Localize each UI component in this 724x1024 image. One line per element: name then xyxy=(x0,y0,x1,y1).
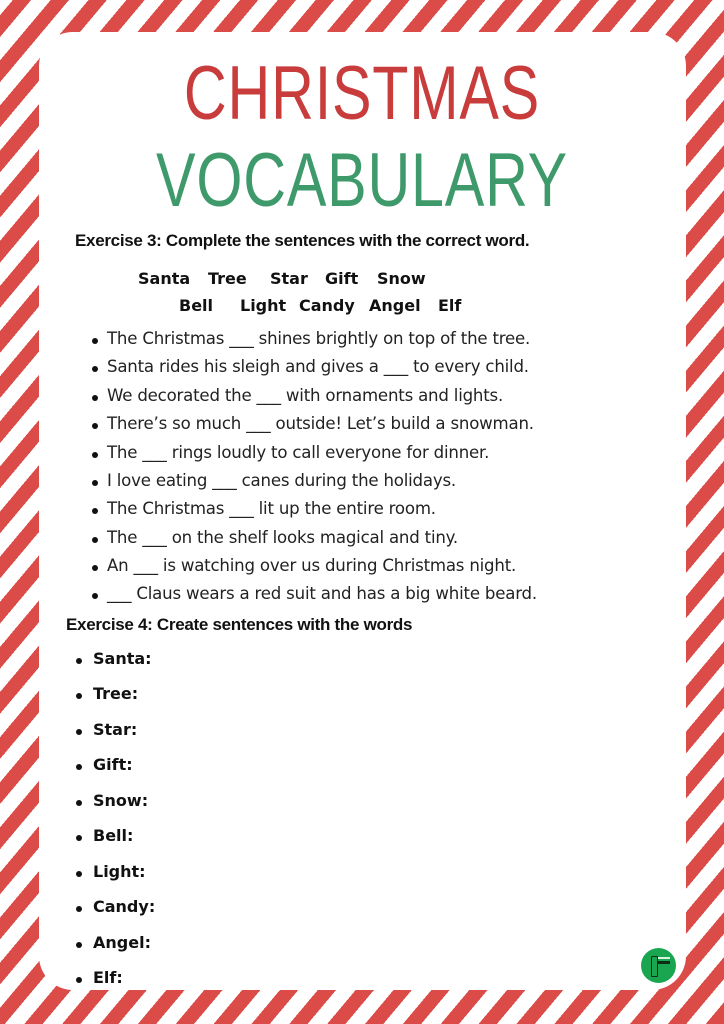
bullet-icon xyxy=(76,906,82,912)
bullet-icon xyxy=(92,480,98,486)
bullet-icon xyxy=(76,942,82,948)
word-bank-word: Snow xyxy=(377,269,426,288)
bullet-icon xyxy=(76,693,82,699)
word-bank-word: Elf xyxy=(438,296,462,315)
word-bank-row-1 xyxy=(0,269,724,289)
bullet-icon xyxy=(76,729,82,735)
word-bank-word: Candy xyxy=(299,296,355,315)
bullet-icon xyxy=(92,395,98,401)
word-bank-word: Santa xyxy=(138,269,191,288)
word-bank-word: Angel xyxy=(369,296,421,315)
title-vocabulary: VOCABULARY xyxy=(156,138,568,223)
word-bank-word: Light xyxy=(240,296,287,315)
bullet-icon xyxy=(76,764,82,770)
bullet-icon xyxy=(92,537,98,543)
word-bank-word: Gift xyxy=(325,269,359,288)
bullet-icon xyxy=(76,977,82,983)
bullet-icon xyxy=(92,366,98,372)
bullet-icon xyxy=(92,338,98,344)
publisher-logo-icon xyxy=(641,948,676,983)
exercise3-heading: Exercise 3: Complete the sentences with the correct word. xyxy=(75,231,530,250)
bullet-icon xyxy=(92,423,98,429)
bullet-icon xyxy=(92,508,98,514)
bullet-icon xyxy=(76,800,82,806)
bullet-icon xyxy=(76,658,82,664)
exercise4-heading: Exercise 4: Create sentences with the words xyxy=(66,615,413,634)
word-bank-word: Tree xyxy=(208,269,247,288)
word-bank-word: Bell xyxy=(179,296,214,315)
pencil-icon xyxy=(651,956,658,977)
title-christmas: CHRISTMAS xyxy=(183,51,541,136)
word-bank-word: Star xyxy=(270,269,308,288)
bullet-icon xyxy=(76,871,82,877)
bullet-icon xyxy=(92,565,98,571)
word-bank-row-2 xyxy=(0,296,724,316)
bullet-icon xyxy=(92,593,98,599)
bullet-icon xyxy=(76,835,82,841)
bullet-icon xyxy=(92,452,98,458)
